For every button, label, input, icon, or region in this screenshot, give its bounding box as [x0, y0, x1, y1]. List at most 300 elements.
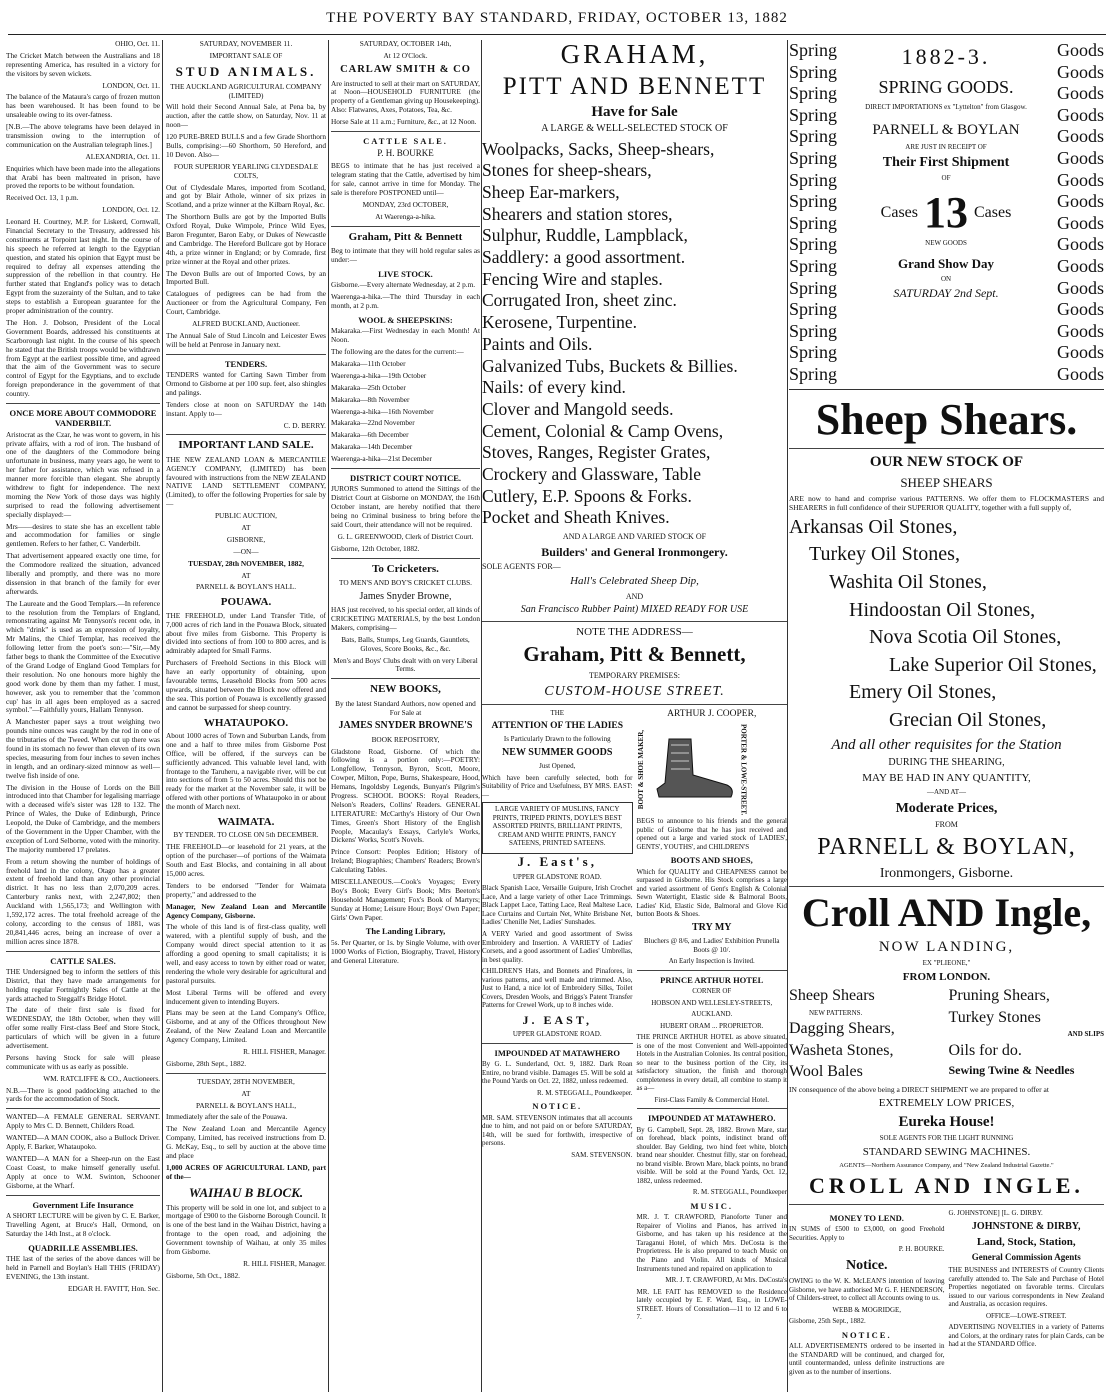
spring-word: Spring — [789, 40, 838, 60]
ad-text: HOBSON AND WELLESLEY-STREETS, — [651, 998, 773, 1007]
spring-word: Spring — [789, 255, 838, 276]
spring-goods-row — [789, 364, 1104, 386]
article-text: That advertisement appeared exactly one time, for the Commodore realized the situation, advanced liberally and promptly, and there was no more dissension in that branch of the family for ever afterwards. — [6, 551, 160, 596]
ad-text: PARNELL & BOYLAN'S HALL. — [195, 582, 297, 592]
ad-subheading: The Landing Library, — [365, 926, 446, 937]
spring-word: Spring — [789, 234, 838, 255]
column-divider — [787, 40, 788, 1392]
ad-text: MISCELLANEOUS.—Cook's Voyages; Every Boy's Book; Every Girl's Book; Mrs Beeton's Household Management; Fox's Book of Martyrs; Sunday at Home; Leisure Hour; Boys' Own Paper; Girls' Own Paper. — [331, 877, 480, 922]
ad-text: Plans may be seen at the Land Company's Office, Gisborne, and at any of the Offices throughout New Zealand, of the New Zealand Loan and Mercantile Agency Company, Limited. — [166, 1008, 326, 1045]
dateline: LONDON, Oct. 12. — [102, 205, 160, 215]
list-item: Waerenga-a-hika—21st December — [331, 454, 432, 464]
list-item: Kerosene, Turpentine. — [482, 312, 638, 333]
ad-name: PARNELL & BOYLAN, — [817, 833, 1076, 860]
ad-text: MONDAY, 23rd OCTOBER, — [362, 199, 449, 209]
ad-text: AT — [241, 523, 251, 533]
ad-text: LARGE VARIETY OF MUSLINS, FANCY PRINTS, TRIPED PRINTS, DOYLE'S BEST ASSORTED PRINTS, BRILLIANT PRINTS, CREAM AND WHITE PRINTS, FANCY SATEENS, PRINTED SATEENS. — [492, 805, 623, 848]
rule — [331, 558, 480, 559]
spring-word: Spring — [789, 320, 838, 341]
bottom-ads — [789, 1209, 1104, 1379]
ad-subheading: TRY MY — [691, 921, 732, 933]
ad-subheading: SATURDAY 2nd Sept. — [893, 286, 999, 301]
cable-text: The balance of the Mataura's cargo of frozen mutton has been warehoused. It has been found to be unsaleable owing to its over-fatness. — [6, 92, 160, 120]
sale-time: At 12 O'Clock. — [383, 50, 428, 60]
list-item: Oils for do. — [948, 1041, 1022, 1059]
spring-word: Spring — [789, 212, 838, 233]
list-item: NEW PATTERNS. — [809, 1008, 863, 1017]
goods-word: Goods — [1056, 299, 1104, 320]
ad-text: MAY BE HAD IN ANY QUANTITY, — [862, 772, 1031, 785]
list-item: Sheep Ear-markers, — [482, 182, 620, 203]
ad-subheading: FOUR SUPERIOR YEARLING CLYDESDALE COLTS, — [173, 161, 319, 180]
ad-text: Prince Consort: Peoples Edition; History of Ireland; Biographies; Chambers' Readers; Brown's Calculating Tables. — [331, 847, 480, 875]
company-name: THE AUCKLAND AGRICULTURAL COMPANY (LIMITED) — [170, 81, 322, 100]
ad-signature: WEBB & MOGRIDGE, — [832, 1305, 902, 1314]
ad-text: IN SUMS of £500 to £3,000, on good Freehold Securities. Apply to — [789, 1225, 945, 1242]
rule — [166, 434, 326, 435]
list-item: Fencing Wire and staples. — [482, 268, 663, 289]
ad-subheading: LIVE STOCK. — [378, 268, 433, 279]
masthead-title: THE POVERTY BAY STANDARD, FRIDAY, OCTOBER 13, 1882 — [326, 10, 788, 26]
list-item: Makaraka—11th October — [331, 358, 406, 368]
ad-subheading: Land, Stock, Station, — [976, 1235, 1076, 1248]
dateline: ALEXANDRIA, Oct. 11. — [85, 151, 160, 161]
ad-text: AUCKLAND. — [691, 1010, 733, 1019]
ad-text: 120 PURE-BRED BULLS and a few Grade Shorthorn Bulls, comprising:—60 Shorthorn, 50 Hereford, and 10 Devon. Also— — [166, 132, 326, 159]
ad-name: JAMES SNYDER BROWNE'S — [338, 720, 473, 732]
ad-title: CROLL AND INGLE. — [809, 1173, 1084, 1199]
ad-signature: R. HILL FISHER, Manager. — [243, 1258, 326, 1268]
rule — [331, 226, 480, 227]
ad-text: Men's and Boys' Clubs dealt with on very Liberal Terms. — [333, 655, 478, 674]
ad-text: TUESDAY, 28th NOVEMBER, 1882, — [188, 558, 304, 568]
ad-heading: DISTRICT COURT NOTICE. — [349, 472, 462, 483]
list-item: Nails: of every kind. — [482, 377, 626, 398]
ad-text: Immediately after the sale of the Pouawa. — [166, 1112, 288, 1122]
east-goods-box — [482, 802, 633, 854]
ad-heading: STUD ANIMALS. — [175, 63, 317, 79]
ad-text: DIRECT IMPORTATIONS ex "Lyttelton" from Glasgow. — [865, 102, 1027, 111]
cable-text: Leonard H. Courtney, M.P. for Liskerd, Cornwall, Financial Secretary to the Treasury, addressed his constituents at Torpoint last night. In the course of his speech he referred at length to the Egyptian question, and stated his opinion that Egypt must be required to defray all expenses attending the suppression of the rebellion in that country. He further stated that England's policy was to detach Egypt from the suzerainty of the Sultan, and to take steps to establish a European guarantee for the proper administration of the country. — [6, 217, 160, 316]
ad-text: THE last of the series of the above dances will be held in Parnell and Boylan's Hall THIS (FRIDAY) EVENING, the 13th instant. — [6, 1253, 160, 1281]
ad-text: AT — [241, 1088, 251, 1098]
ad-text: Gisborne.—Every alternate Wednesday, at 2 p.m. — [331, 280, 476, 290]
goods-word: Goods — [1056, 40, 1104, 60]
ad-text: Just Opened, — [539, 762, 576, 771]
ad-subheading: BOOTS AND SHOES, — [670, 855, 753, 866]
ad-text: Will hold their Second Annual Sale, at Pena ba, by auction, after the cattle show, on Saturday, Nov. 11 at noon— — [166, 102, 326, 130]
rule — [6, 403, 160, 404]
ad-text: By G. L. Sunderland, Oct. 9, 1882. Dark Roan Entire, no brand visible. Damages £5. Will be sold at the Pound Yards on Oct. 22, 1882, unless redeemed. — [482, 1060, 633, 1086]
ad-text: ON — [940, 274, 952, 283]
ad-text: Gisborne, 25th Sept., 1882. — [789, 1317, 866, 1326]
ad-signature: MR. J. T. CRAWFORD, At Mrs. DeCosta's — [665, 1276, 787, 1285]
list-item: Stones for sheep-shears, — [482, 160, 652, 181]
ad-text: SOLE AGENTS FOR THE LIGHT RUNNING — [879, 1134, 1014, 1143]
list-item: Paints and Oils. — [482, 333, 593, 354]
list-item: Washeta Stones, — [789, 1041, 894, 1059]
ad-name: JOHNSTONE & DIRBY, — [971, 1220, 1081, 1232]
article-text: The Laureate and the Good Templars.—In reference to the resolution from the Templars of England, remonstrating against Mr Tennyson's recent ode, in which "drink" is used as an expression of loyalty, Mr Malins, the Chief Templar, has received the following letter from the poet's son:—"Sir,—My father begs to thank the Committee of the Executive of the Grand Lodge of England Good Templars for their resolution. No one honours more highly the good work done by them than my father. I must, however, ask you to remember that the 'common cup' has in all ages been employed as a sacred symbol."—Faithfully yours, Hallam Tennyson. — [6, 598, 160, 715]
ad-heading: WAIMATA. — [217, 816, 275, 828]
side-text: PORTER & LOWE-STREET. — [739, 723, 748, 816]
ad-text: Waerenga-a-hika.—The third Thursday in each month, at 2 p.m. — [331, 292, 480, 311]
ad-text: NOTE THE ADDRESS— — [576, 625, 693, 638]
spring-goods-row — [789, 342, 1104, 364]
ad-text: OF — [941, 174, 951, 183]
ad-text: IN consequence of the above being a DIRECT SHIPMENT we are prepared to offer at — [789, 1084, 1049, 1094]
list-item: Makaraka—22nd November — [331, 418, 415, 428]
ad-text: Gisborne, 28th Sept., 1882. — [166, 1058, 247, 1068]
cable-text: The Hon. J. Dobson, President of the Local Government Boards, addressed his constituents at Scarborough last night. In the course of his speech he stated that the British troops would be withdrawn from Egypt at the earliest possible time, and agreed that the aim of the Government was to secure control of Egypt for the Egyptians, and to exclude foreign preponderance in the government of that country. — [6, 317, 160, 399]
column-parnell-boylan — [789, 40, 1104, 1396]
list-item: Stoves, Ranges, Register Grates, — [482, 442, 711, 463]
rule — [789, 1204, 1104, 1205]
list-item: Sewing Twine & Needles — [948, 1063, 1075, 1078]
ad-text: A VERY Varied and good assortment of Swiss Embroidery and Insertion. A VARIETY of Ladies' Corsets, and a good assortment of Ladies' Umbrellas, in best quality. — [482, 930, 633, 964]
ad-heading: Graham, Pitt & Bennett — [348, 230, 463, 243]
ad-subheading: And all other requisites for the Station — [831, 736, 1062, 753]
cases-number: 13 — [924, 187, 968, 237]
ad-text: ALL ADVERTISEMENTS ordered to be inserted in the STANDARD will be continued, and charged for, until countermanded, unless definite instructions are given as to the number of insertions. — [789, 1342, 945, 1376]
ad-subheading: TO MEN'S AND BOY'S CRICKET CLUBS. — [339, 577, 472, 587]
goods-word: Goods — [1056, 277, 1104, 298]
ad-heading: QUADRILLE ASSEMBLIES. — [28, 1242, 138, 1253]
ad-text: ADVERTISING NOVELTIES in a variety of Patterns and Colors, at the ordinary rates for plain Cards, can be had at the STANDARD Office. — [948, 1323, 1104, 1349]
ad-subheading: Moderate Prices, — [895, 801, 998, 816]
ad-text: BOOK REPOSITORY, — [371, 734, 440, 744]
list-item: Clover and Mangold seeds. — [482, 398, 674, 419]
ad-text: Is Particularly Drawn to the following — [503, 735, 611, 744]
ad-heading: IMPOUNDED AT MATAWHERO — [494, 1047, 620, 1058]
rule — [166, 1073, 326, 1074]
rule — [6, 951, 160, 952]
sale-date: TUESDAY, 28TH NOVEMBER, — [197, 1076, 295, 1086]
ad-subheading: Eureka House! — [898, 1114, 995, 1131]
ad-text: Tenders close at noon on SATURDAY the 14th instant. Apply to— — [166, 399, 326, 418]
list-item: Lake Superior Oil Stones, — [889, 653, 1097, 676]
spring-goods-row — [789, 321, 1104, 343]
ad-text: FROM LONDON. — [902, 971, 991, 983]
list-item: AND SLIPS — [1067, 1030, 1104, 1039]
list-item: Dagging Shears, — [789, 1020, 895, 1038]
ad-text: BY TENDER. TO CLOSE ON 5th DECEMBER. — [173, 830, 319, 840]
ad-name: PARNELL & BOYLAN — [872, 122, 1020, 139]
list-item: Woolpacks, Sacks, Sheep-shears, — [482, 138, 715, 159]
dateline: OHIO, Oct. 11. — [115, 40, 160, 48]
column-graham-pitt-bennett — [482, 40, 787, 1396]
list-item: Washita Oil Stones, — [829, 571, 987, 594]
list-item: Pocket and Sheath Knives. — [482, 507, 670, 528]
croll-items-left — [789, 987, 945, 1084]
list-item: Pruning Shears, — [948, 987, 1050, 1005]
article-text: Aristocrat as the Czar, he was wont to govern, in his private affairs, with a rod of iron. The husband of one of the daughters of the Commodore being unfortunate in business, many years ago, he went to her father for assistance, which was refused in a manner more forcible than elegant. She abruptly withdrew to fight for independence. The next morning the New York of those days was highly surprised to read the following advertisement specially displayed:— — [6, 429, 160, 519]
ad-text: The following are the dates for the current:— — [331, 347, 464, 357]
ad-text: FROM — [935, 820, 958, 830]
ad-heading: CARLAW SMITH & CO — [340, 63, 471, 75]
list-item: Makaraka—8th November — [331, 394, 410, 404]
cooper-ad — [637, 709, 788, 1324]
spring-goods-center — [863, 40, 1029, 304]
ad-text: About 1000 acres of Town and Suburban Lands, from one and a half to three miles from Gisborne Post Office, will be offered, if the surveys can be sufficiently advanced. This valuable level land, with frontage to the Taruheru, a navigable river, will be cut into sections of from 5 to 50 acres. Should this not be ready for the market at the November sale, it will be offered with other portions of Whataupoko in or about the month of March next. — [166, 730, 326, 812]
ad-text: THE FREEHOLD—or leasehold for 21 years, at the option of the purchaser—of portions of the Waimata South and East Blocks, and containing in all about 15,000 acres. — [166, 842, 326, 878]
list-item: Wool Bales — [789, 1063, 863, 1081]
ad-title: SPRING GOODS. — [878, 76, 1014, 97]
list-item: Sulphur, Ruddle, Lampblack, — [482, 225, 688, 246]
received-line: Received Oct. 13, 1 p.m. — [6, 193, 79, 203]
spring-word: Spring — [789, 299, 838, 320]
ad-name: P. H. BOURKE — [377, 148, 434, 159]
list-item: Cement, Colonial & Camp Ovens, — [482, 420, 724, 441]
ad-text: 1,000 ACRES OF AGRICULTURAL LAND, part of the— — [166, 1162, 326, 1181]
list-item: Makaraka—25th October — [331, 382, 406, 392]
ad-text: THE PRINCE ARTHUR HOTEL as above situated, is one of the most Convenient and Well-appointed Hotels in the Australian Colonies. Its central position, so near to the business portion of the City, its satisfactory situation, the finish and thorough completeness in every detail, all combine to stamp it as a— — [636, 1033, 787, 1093]
croll-items — [789, 987, 1104, 1084]
spring-word: Spring — [789, 104, 838, 125]
ad-signature: C. D. BERRY. — [283, 420, 326, 430]
ad-heading: ATTENTION OF THE LADIES — [491, 720, 624, 731]
ad-text: —AND AT— — [926, 788, 967, 797]
list-item: Shearers and station stores, — [482, 203, 673, 224]
ad-title: 1882-3. — [901, 44, 991, 69]
ad-text: The New Zealand Loan and Mercantile Agency Company, Limited, has received instructions from D. G. McKay, Esq., to sell by auction at the above time and place — [166, 1124, 326, 1161]
ad-text: The date of their first sale is fixed for WEDNESDAY, the 18th October, when they will offer some really First-class Beef and Store Stock, particulars of which will be given in a future advertisement. — [6, 1005, 160, 1051]
ad-name: J. EAST, — [522, 1012, 592, 1027]
ad-text: CORNER OF — [692, 986, 732, 995]
ad-text: CHILDREN'S Hats, and Bonnets and Pinafores, in various patterns, and well made and trimmed. Also, Just to Hand, a nice lot of Embroidery Silks, Toilet Covers, Dresden Wools, and Briggs's Patent Transfer Patterns for Crewel Work, up to 8 inches wide. — [482, 967, 633, 1010]
cases-label: Cases — [880, 203, 918, 221]
ad-signature: R. M. STEGGALL, Poundkeeper. — [537, 1088, 633, 1097]
spring-word: Spring — [789, 61, 838, 82]
ad-text: Catalogues of pedigrees can be had from the Auctioneer or from the Agricultural Company, Fen Court, Cambridge. — [166, 289, 326, 317]
article-heading: ONCE MORE ABOUT COMMODORE VANDERBILT. — [9, 407, 157, 429]
ad-text: THE Undersigned beg to inform the settlers of this District, that they have made arrangements for holding regular Fortnightly Sales of Cattle at the yards attached to Steggall's Bridge Hotel. — [6, 966, 160, 1003]
list-item: Turkey Stones — [948, 1008, 1041, 1026]
ad-subheading: Have for Sale — [591, 104, 678, 121]
rule — [6, 1108, 160, 1109]
rule — [331, 468, 480, 469]
goods-word: Goods — [1056, 255, 1104, 276]
spring-word: Spring — [789, 126, 838, 147]
ad-heading: Notice. — [845, 1257, 888, 1273]
ad-signature: SAM. STEVENSON. — [571, 1150, 633, 1159]
ad-heading: CATTLE SALE. — [363, 136, 448, 147]
ad-text: G. JOHNSTONE] [L. G. DIRBY. — [948, 1209, 1043, 1218]
ad-title: PITT AND BENNETT — [502, 72, 767, 100]
ad-text: Bluchers @ 8/6, and Ladies' Exhibition Prunella Boots @ 10/. — [644, 937, 780, 954]
ad-heading: IMPORTANT LAND SALE. — [178, 439, 314, 452]
list-item: Emery Oil Stones, — [849, 681, 997, 704]
spring-word: Spring — [789, 363, 838, 384]
ad-text: Tenders to be endorsed "Tender for Waimata property," and addressed to the — [166, 880, 326, 899]
ad-heading: IMPOUNDED AT MATAWHERO. — [647, 1113, 776, 1124]
ad-text: PARNELL & BOYLAN'S HALL, — [195, 1100, 297, 1110]
rule — [482, 704, 787, 705]
list-item: Cutlery, E.P. Spoons & Forks. — [482, 485, 692, 506]
list-item: Crockery and Glassware, Table — [482, 463, 702, 484]
ad-heading: SHEEP SHEARS — [900, 474, 993, 490]
spring-word: Spring — [789, 191, 838, 212]
ad-subheading: EXTREMELY LOW PRICES, — [878, 1096, 1015, 1109]
goods-word: Goods — [1056, 61, 1104, 82]
wanted-ad: WANTED—A MAN COOK, also a Bullock Driver. Apply, F. Barker, Whataupoko. — [6, 1133, 160, 1152]
ad-heading: OUR NEW STOCK OF — [869, 454, 1024, 471]
ad-text: HAS just received, to his special order, all kinds of CRICKETING MATERIALS, by the best London Makers, comprising— — [331, 605, 480, 632]
ad-text: At Waerenga-a-hika. — [375, 211, 436, 221]
ad-text: —ON— — [233, 546, 259, 556]
goods-word: Goods — [1056, 147, 1104, 168]
spring-word: Spring — [789, 147, 838, 168]
ad-text: The Devon Bulls are out of Imported Cows, by an Imported Bull. — [166, 268, 326, 287]
ad-name: J. East's, — [517, 853, 597, 869]
rule — [166, 354, 326, 355]
ad-text: Gisborne, 12th October, 1882. — [331, 543, 420, 553]
ad-name: James Snyder Browne, — [359, 590, 452, 602]
ad-text: BEGS to intimate that he has just received a telegram stating that the Cattle, advertised by him for sale, cannot arrive in time for Monday. The sale is therefore POSTPONED until— — [331, 161, 480, 198]
ad-text: AT — [241, 570, 251, 580]
ad-text: Black Spanish Lace, Versaille Guipure, Irish Crochet Lace, And a large variety of other Lace Trimmings. Black Lappet Lace, Tatting Lace, Real Maltese Lace, Lace Curtains and Curtain Net, White Brisbane Net, Ladies' Chenille Net, Ladies' Sunshades. — [482, 884, 633, 927]
boot-illustration — [637, 724, 788, 815]
ad-text: ARE now to hand and comprise various PATTERNS. We offer them to FLOCKMASTERS and SHEARERS in full confidence of their SUPERIOR QUALITY, together with a full supply of, — [789, 493, 1104, 512]
rule — [6, 1195, 160, 1196]
ad-heading: CATTLE SALES. — [50, 955, 116, 966]
list-item: Grecian Oil Stones, — [889, 708, 1047, 731]
column-auctions — [166, 40, 326, 1396]
ad-text: AGENTS—Northern Assurance Company, and "New Zealand Industrial Gazette." — [839, 1162, 1054, 1170]
wanted-ad: WANTED—A FEMALE GENERAL SERVANT. Apply to Mrs C. D. Bennett, Childers Road. — [6, 1112, 160, 1131]
spring-word: Spring — [789, 277, 838, 298]
ad-subheading: IMPORTANT SALE OF — [209, 50, 283, 60]
cases-label: Cases — [974, 203, 1012, 221]
spring-word: Spring — [789, 342, 838, 363]
ad-heading: PRINCE ARTHUR HOTEL — [660, 974, 764, 985]
ad-subheading: A LARGE & WELL-SELECTED STOCK OF — [541, 123, 728, 135]
goods-word: Goods — [1056, 126, 1104, 147]
ad-text: HUBERT ORAM ... PROPRIETOR. — [660, 1021, 764, 1030]
ad-text: Manager, New Zealand Loan and Mercantile Agency Company, Gisborne. — [166, 901, 326, 920]
list-item: Turkey Oil Stones, — [809, 543, 960, 566]
list-item: Saddlery: a good assortment. — [482, 247, 686, 268]
ad-text: MR. LE FAIT has REMOVED to the Residence lately occupied by E. F. Ward, Esq., in LOWE-STREET. Hours of Consultation—11 to 12 and 6 to 7. — [636, 1287, 787, 1322]
list-item: Corrugated Iron, sheet zinc. — [482, 290, 677, 311]
ad-text: JURORS Summoned to attend the Sittings of the District Court at Gisborne on MONDAY, the 16th October instant, are hereby notified that there being no Criminal business to bring before the said Court, their attendance will not be required. — [331, 484, 480, 529]
ad-text: Horse Sale at 11 a.m.; Furniture, &c., at 12 Noon. — [331, 117, 477, 127]
ad-text: TENDERS wanted for Carting Sawn Timber from Ormond to Gisborne at per 100 sup. feet, also shingles and palings. — [166, 370, 326, 397]
list-item: Galvanized Tubs, Buckets & Billies. — [482, 355, 738, 376]
ad-text: Ironmongers, Gisborne. — [879, 866, 1014, 882]
ad-heading: NOTICE. — [532, 1101, 583, 1112]
ad-text: First-Class Family & Commercial Hotel. — [654, 1095, 770, 1104]
east-ad — [482, 709, 633, 1324]
ad-text: A SHORT LECTURE will be given by C. E. Barker, Travelling Agent, at Bruce's Hall, Ormond, on Saturday the 14th Inst., at 8 o'clock. — [6, 1210, 160, 1238]
ad-text: UPPER GLADSTONE ROAD. — [512, 1030, 602, 1039]
ad-subheading: CUSTOM-HOUSE STREET. — [544, 684, 725, 700]
ad-heading: Government Life Insurance — [32, 1199, 134, 1210]
rule — [789, 886, 1104, 887]
list-item: Hindoostan Oil Stones, — [849, 598, 1036, 621]
ad-heading: NEW SUMMER GOODS — [502, 747, 613, 758]
ad-text: The whole of this land is of first-class quality, well watered, with a plentiful supply of bush, and the Company would direct special attention to it as affording a good opening to small capitalists; it is well, and easy access to town by either road or water, rendering the whole very desirable for agricultural and pastoral pursuits. — [166, 922, 326, 985]
goods-word: Goods — [1056, 191, 1104, 212]
ad-signature: R. HILL FISHER, Manager. — [243, 1047, 326, 1056]
ad-text: OWING to the W. K. McLEAN'S intention of leaving Gisborne, we have authorised Mr G. F. HENDERSON, of Childers-street, to collect all Accounts owing to us. — [789, 1277, 945, 1303]
ad-text: THE FREEHOLD, under Land Transfer Title, of 7,000 acres of rich land in the Pouawa Block, situated about five miles from Gisborne. This Property is divided into sections of from 100 to 800 acres, and is admirably adapted for Small Farms. — [166, 610, 326, 656]
goods-word: Goods — [1056, 104, 1104, 125]
column-news — [6, 40, 160, 1396]
boot-icon — [647, 735, 737, 805]
ad-text: SOLE AGENTS FOR— — [482, 562, 561, 572]
goods-word: Goods — [1056, 234, 1104, 255]
ad-subheading: STANDARD SEWING MACHINES. — [862, 1145, 1031, 1158]
ad-title: Croll AND Ingle, — [801, 890, 1092, 936]
ad-title: Sheep Shears. — [815, 395, 1078, 444]
ad-subheading: Builders' and General Ironmongery. — [541, 544, 728, 559]
ad-text: DURING THE SHEARING, — [888, 756, 1005, 768]
masthead-rule — [8, 34, 1106, 35]
spring-word: Spring — [789, 169, 838, 190]
ad-heading: WHATAUPOKO. — [203, 716, 289, 729]
ad-text: An Early Inspection is Invited. — [668, 957, 755, 966]
ad-text: Gisborne, 5th Oct., 1882. — [166, 1270, 240, 1280]
bottom-ads-left — [789, 1209, 945, 1379]
ad-text: By G. Campbell, Sept. 28, 1882. Brown Mare, star on forehead, black points, indistinct brand off shoulder. Bay Gelding, two hind feet white, blotch brand near shoulder. Chestnut filly, star on forehead, no brand visible. Brown Mare, black points, no brand visible. Will be sold at the Pound Yards, Oct. 12, 1882, unless redeemed. — [636, 1125, 787, 1185]
rule — [789, 448, 1104, 449]
ad-text: Makaraka.—First Wednesday in each Month! At Noon. — [331, 326, 480, 345]
ad-title: Graham, Pitt & Bennett, — [523, 641, 746, 666]
ad-heading: ARTHUR J. COOPER, — [667, 709, 757, 720]
rule — [482, 1043, 633, 1044]
sale-date: SATURDAY, OCTOBER 14th, — [359, 40, 452, 48]
ad-text: Purchasers of Freehold Sections in this Block will have an early opportunity of obtaining, upon favourable terms, Leasehold Blocks from 500 acres upwards, situated between the Block now offered and the sea. This portion of Pouawa is excellently grassed and cannot be surpassed for sheep country. — [166, 658, 326, 712]
ad-text: Beg to intimate that they will hold regular sales as under:— — [331, 246, 480, 264]
ad-text: EX "PLIEONE," — [922, 959, 971, 968]
ad-text: THE — [550, 709, 565, 718]
goods-word: Goods — [1056, 169, 1104, 190]
ad-text: UPPER GLADSTONE ROAD. — [512, 872, 602, 881]
cable-text: The Cricket Match between the Australians and 18 representing America, has resulted in a victory for the visitors by seven wickets. — [6, 50, 160, 78]
goods-word: Goods — [1056, 363, 1104, 384]
ad-title: GRAHAM, — [560, 40, 709, 69]
ad-text: AND A LARGE AND VARIED STOCK OF — [562, 532, 707, 542]
ad-text: This property will be sold in one lot, and subject to a mortgage of £900 to the Gisborne Borough Council. It is one of the best land in the Waihau District, having a frontage to the open road, and adjoining the Government township of Waihau, at only 35 miles from Gisborne. — [166, 1202, 326, 1256]
goods-word: Goods — [1056, 342, 1104, 363]
goods-list — [482, 139, 787, 529]
cases-line — [863, 186, 1029, 240]
spring-word: Spring — [789, 83, 838, 104]
ad-text: Which have been carefully selected, both for Suitability of Price and Usefulness, BY MRS. EAST:— — [482, 773, 633, 799]
ad-text: PUBLIC AUCTION, — [214, 511, 278, 521]
rule — [482, 621, 787, 622]
ad-text: MR. SAM. STEVENSON intimates that all accounts due to him, and not paid on or before SATURDAY, 14th, will be sued for forthwith, irrespective of persons. — [482, 1113, 633, 1148]
ad-text: BEGS to announce to his friends and the general public of Gisborne that he has just received and opened out a large and varied stock of LADIES', GENTS', YOUTHS', and CHILDREN'S — [636, 817, 787, 851]
ad-text: OFFICE—LOWE-STREET. — [985, 1311, 1067, 1320]
article-text: From a return showing the number of holdings of freehold land in the colony, Otago has a greater extent of freehold land than any other provincial district. It has no less than 2,070,209 acres. Canterbury ranks next, with 2,247,802; then Auckland with 1,565,173; and Wellington with 1,592,172 acres. The total freehold acreage of the colony, according to the census of 1881, was 20,841,446 acres, being an increase of over a million acres since 1878. — [6, 856, 160, 946]
list-item: Waerenga-a-hika—16th November — [331, 406, 434, 416]
ad-subheading: Their First Shipment — [882, 155, 1010, 171]
cable-text: Enquiries which have been made into the allegations that Arabi has been maltreated in prison, have proved the reports to be without foundation. — [6, 163, 160, 191]
ad-text: The Annual Sale of Stud Lincoln and Leicester Ewes will be held at Penrose in January next. — [166, 330, 326, 349]
article-text: The division in the House of Lords on the Bill introduced into that Chamber for legalising marriage with a deceased wife's sister was 128 to 132. The Prince of Wales, the Duke of Edinburgh, Prince Leopold, the Duke of Cambridge, and the members of the Government in the Upper Chamber, with the exception of Lord Selborne, voted with the minority. The majority numbered 17 prelates. — [6, 782, 160, 854]
ad-subheading: WOOL & SHEEPSKINS: — [358, 314, 453, 325]
column-notices — [331, 40, 480, 1396]
ad-subheading: NOW LANDING, — [878, 939, 1015, 956]
list-item: Nova Scotia Oil Stones, — [869, 626, 1062, 649]
dateline: LONDON, Oct. 11. — [102, 80, 160, 90]
ad-heading: MUSIC. — [690, 1200, 733, 1211]
ad-text: TEMPORARY PREMISES: — [588, 670, 681, 680]
ad-text: ARE JUST IN RECEIPT OF — [905, 142, 987, 151]
masthead — [0, 10, 1114, 27]
